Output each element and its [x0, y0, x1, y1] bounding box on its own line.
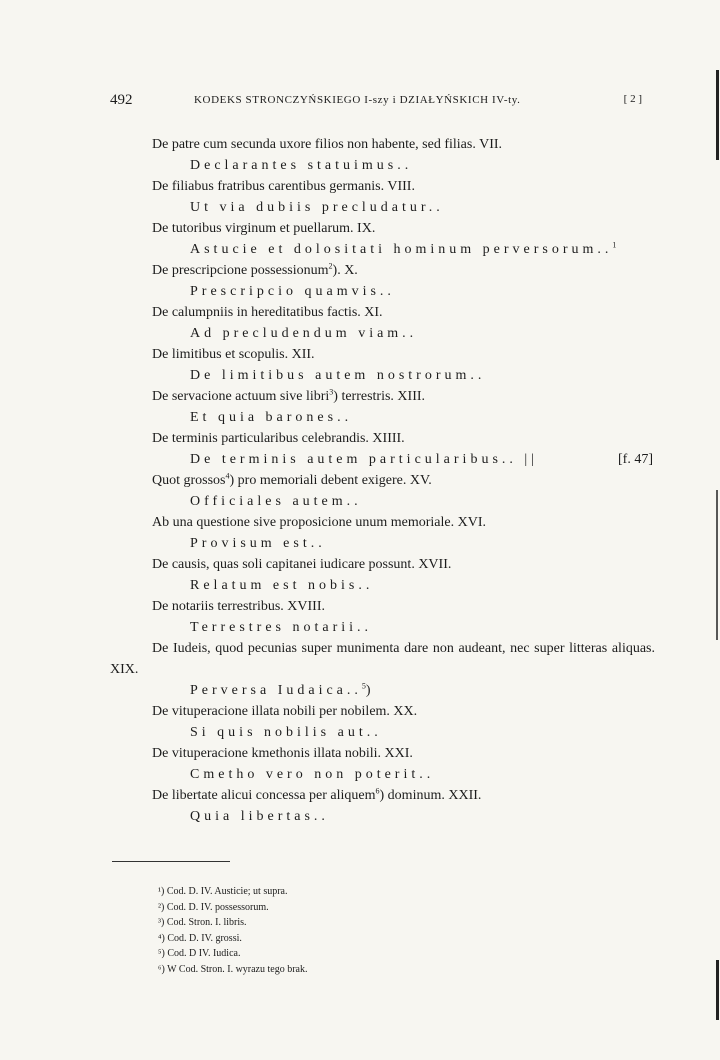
entry-title [110, 302, 655, 323]
incipit-text: Cmetho vero non poterit.. [190, 767, 435, 782]
incipit-text: De limitibus autem nostrorum.. [190, 368, 486, 383]
incipit-text: Terrestres notarii.. [190, 620, 373, 635]
entry-title [110, 701, 655, 722]
footnote-rule [112, 861, 230, 862]
incipit-text: Quia libertas.. [190, 809, 329, 824]
entry-title-text: De servacione actuum sive libri [152, 389, 330, 404]
entry-title [110, 134, 655, 155]
entry-title-rest: ) pro memoriali debent exigere. XV. [229, 473, 432, 488]
incipit-text: Relatum est nobis.. [190, 578, 374, 593]
footnote-ref: 2 [328, 261, 333, 271]
toc-entry [110, 701, 655, 743]
entry-incipit [110, 680, 655, 701]
entry-incipit [110, 575, 655, 596]
entry-title-text: Quot grossos [152, 473, 226, 488]
incipit-text: Perversa Iudaica.. [190, 683, 362, 698]
footnote-ref: 4 [225, 471, 230, 481]
entry-title-text: De libertate alicui concessa per aliquem [152, 788, 376, 803]
entry-incipit [110, 155, 655, 176]
entry-title [110, 470, 655, 491]
incipit-text: Ad precludendum viam.. [190, 326, 418, 341]
incipit-text: Provisum est.. [190, 536, 326, 551]
toc-entry [110, 344, 655, 386]
entry-incipit [110, 323, 655, 344]
entry-title-text: De filiabus fratribus carentibus germanis. VIII. [152, 179, 415, 194]
entry-incipit [110, 281, 655, 302]
toc-entry [110, 638, 655, 701]
entry-title-text: De terminis particularibus celebrandis. XIIII. [152, 431, 405, 446]
entry-title [110, 176, 655, 197]
incipit-text: Declarantes statuimus.. [190, 158, 413, 173]
incipit-text: Et quia barones.. [190, 410, 353, 425]
footnote: ⁵) Cod. D IV. Iudica. [158, 948, 241, 959]
entry-title-text: De vituperacione kmethonis illata nobili. XXI. [152, 746, 413, 761]
entry-incipit [110, 491, 655, 512]
entry-title-text: De patre cum secunda uxore filios non habente, sed filias. VII. [152, 137, 503, 152]
entry-title [110, 638, 655, 680]
entry-incipit [110, 533, 655, 554]
entry-title-text: De Iudeis, quod pecunias super munimenta dare non audeant, nec super litteras aliquas. XIX. [110, 641, 655, 677]
entry-incipit [110, 197, 655, 218]
toc-entry [110, 218, 655, 260]
scan-edge-mark [716, 490, 718, 640]
entry-title [110, 344, 655, 365]
toc-entry [110, 134, 655, 176]
entry-title [110, 260, 655, 281]
incipit-text: Ut via dubiis precludatur.. [190, 200, 444, 215]
entry-incipit [110, 407, 655, 428]
entry-title-rest: ) dominum. XXII. [379, 788, 482, 803]
toc-entry [110, 302, 655, 344]
entry-title-text: De limitibus et scopulis. XII. [152, 347, 315, 362]
entry-title-text: De tutoribus virginum et puellarum. IX. [152, 221, 376, 236]
entry-title-rest: ). X. [332, 263, 358, 278]
sheet-mark: [ 2 ] [623, 93, 642, 105]
entry-title-text: De vituperacione illata nobili per nobilem. XX. [152, 704, 418, 719]
entry-title [110, 743, 655, 764]
entry-title [110, 785, 655, 806]
footnote: ²) Cod. D. IV. possessorum. [158, 901, 269, 913]
entry-title-text: De prescripcione possessionum [152, 263, 329, 278]
toc-entry [110, 512, 655, 554]
footnote-ref: 5 [361, 681, 366, 691]
entry-incipit [110, 806, 655, 827]
entry-title [110, 218, 655, 239]
footnote-ref: 6 [375, 786, 380, 796]
scan-edge-mark [716, 960, 719, 1020]
footnotes [158, 884, 558, 977]
entry-title [110, 554, 655, 575]
incipit-text: Prescripcio quamvis.. [190, 284, 395, 299]
footnote: ¹) Cod. D. IV. Austicie; ut supra. [158, 886, 288, 897]
entry-title-rest: ) terrestris. XIII. [333, 389, 426, 404]
incipit-text: Officiales autem.. [190, 494, 362, 509]
entry-incipit [110, 449, 655, 470]
toc-entry [110, 470, 655, 512]
entry-incipit [110, 365, 655, 386]
entry-title-text: Ab una questione sive proposicione unum memoriale. XVI. [152, 515, 486, 530]
entry-title [110, 386, 655, 407]
scan-edge-mark [716, 70, 719, 160]
incipit-text: Astucie et dolositati hominum perversorum.. [190, 242, 613, 257]
entry-title [110, 512, 655, 533]
incipit-text: Si quis nobilis aut.. [190, 725, 382, 740]
toc-entry [110, 260, 655, 302]
footnote-ref: 3 [329, 387, 334, 397]
incipit-rest: ) [365, 683, 375, 698]
toc-entry [110, 554, 655, 596]
toc-entry [110, 743, 655, 785]
toc-entry [110, 596, 655, 638]
toc-entry [110, 176, 655, 218]
running-title: KODEKS STRONCZYŃSKIEGO I-szy i DZIAŁYŃSKICH IV-ty. [194, 94, 521, 106]
entry-title-text: De calumpniis in hereditatibus factis. XI. [152, 305, 383, 320]
entry-title [110, 428, 655, 449]
folio-reference: [f. 47] [618, 452, 653, 467]
entry-title-text: De causis, quas soli capitanei iudicare possunt. XVII. [152, 557, 452, 572]
entry-title [110, 596, 655, 617]
toc-entry [110, 386, 655, 428]
footnote: ³) Cod. Stron. I. libris. [158, 917, 247, 928]
footnote: ⁶) W Cod. Stron. I. wyrazu tego brak. [158, 963, 308, 975]
entry-incipit [110, 617, 655, 638]
page-number: 492 [110, 92, 133, 108]
toc-entry [110, 428, 655, 470]
entry-incipit [110, 722, 655, 743]
entry-incipit [110, 764, 655, 785]
footnote-ref: 1 [612, 240, 617, 250]
page-header [110, 92, 650, 110]
footnote: ⁴) Cod. D. IV. grossi. [158, 932, 242, 944]
incipit-text: De terminis autem particularibus.. || [190, 452, 538, 467]
toc-entry [110, 785, 655, 827]
entry-list [110, 134, 655, 827]
entry-incipit [110, 239, 655, 260]
entry-title-text: De notariis terrestribus. XVIII. [152, 599, 326, 614]
